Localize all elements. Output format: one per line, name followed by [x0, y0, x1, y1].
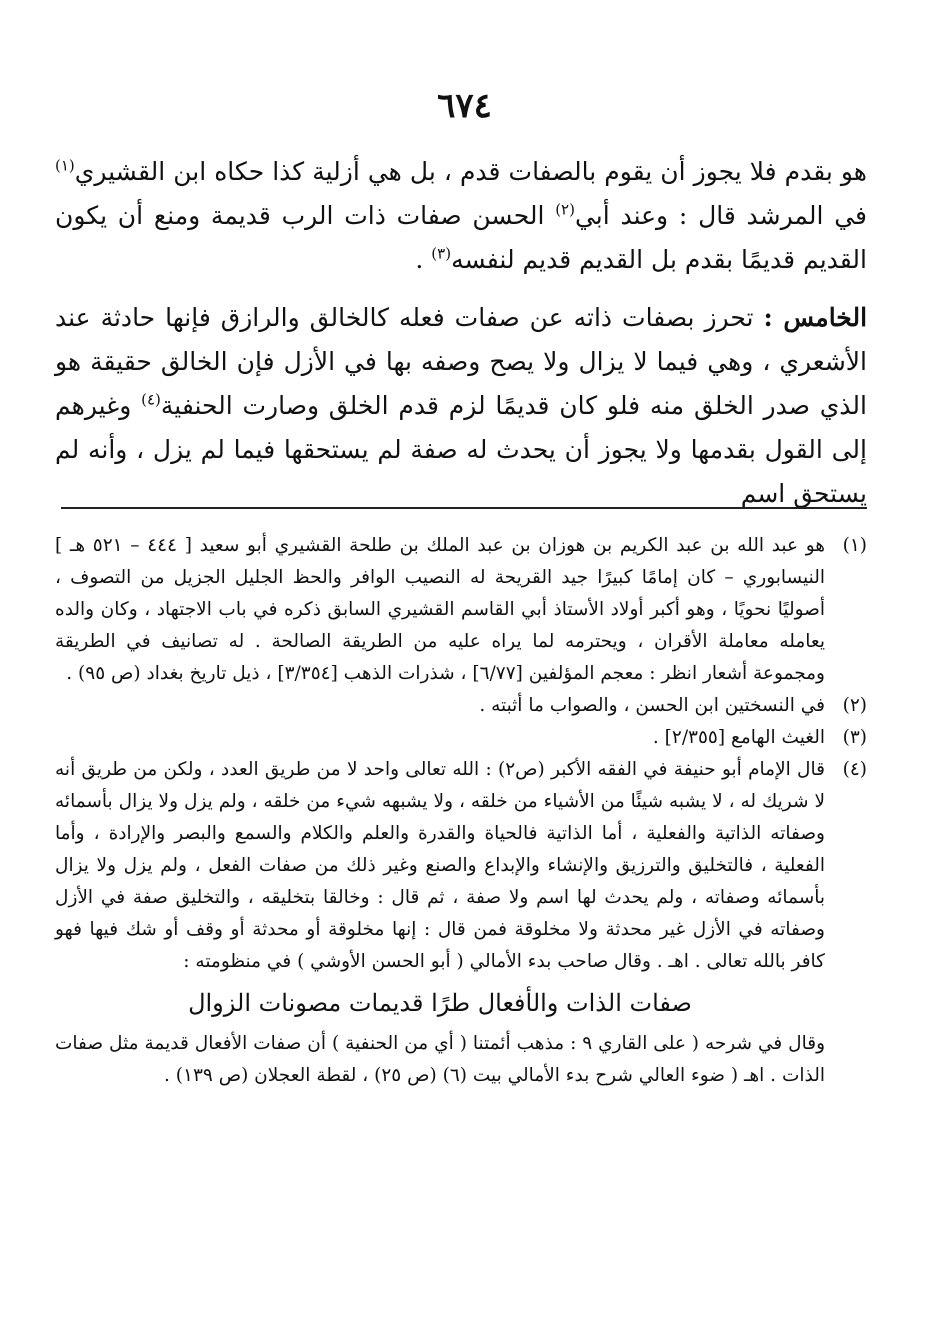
footnote-4-continuation: وقال في شرحه ( على القاري ٩ : مذهب أئمتنا ( أي من الحنفية ) أن صفات الأفعال قديمة مثل صفات الذات . اهـ ( ضوء العالي شرح بدء الأمالي بيت (٦) (ص ٢٥) ، لقطة العجلان (ص ١٣٩) . [55, 1033, 826, 1086]
footnote-2-text: في النسختين ابن الحسن ، والصواب ما أثبته . [479, 695, 825, 716]
footnote-4-body [55, 754, 825, 1092]
paragraph-2-segment-1: تحرز بصفات ذاته عن صفات فعله كالخالق والرازق فإنها حادثة عند الأشعري ، وهي فيما لا يزال ولا يصح وصفه بها في الأزل فإن الخالق حقيقة هو الذي صدر الخلق منه فلو كان قديمًا لزم قدم الخلق وصارت الحنفية [55, 303, 867, 420]
footnote-ref-3: (٣) [431, 244, 452, 263]
footnote-4-number: (٤) [842, 759, 867, 780]
paragraph-1-segment-3: الحسن صفات ذات الرب قديمة ومنع أن يكون القديم قديمًا بقدم بل القديم قديم لنفسه [55, 201, 867, 274]
paragraph-2-segment-2: وغيرهم إلى القول بقدمها ولا يجوز أن يحدث له صفة لم يستحقها فيما لم يزل ، وأنه لم يستحق اسم [55, 391, 867, 508]
footnote-2 [55, 690, 867, 722]
main-text [55, 150, 867, 516]
footnote-4-text: قال الإمام أبو حنيفة في الفقه الأكبر (ص٢) : الله تعالى واحد لا من طريق العدد ، ولكن من طريق أنه لا شريك له ، لا يشبه شيئًا من الأشياء من خلقه ، ولا يشبهه شيء من خلقه ، ولم يزل ولا يزال بأسمائه وصفاته الذاتية والفعلية ، أما الذاتية فالحياة والقدرة والعلم والكلام والسمع والبصر والإرادة ، وأما الفعلية ، فالتخليق والترزيق والإنشاء والإبداع والصنع وغير ذلك من صفات الفعل ، ولم يزل ولا يزال بأسمائه وصفاته ، ولم يحدث لها اسم ولا صفة ، ثم قال : وخالقا بتخليقه ، والتخليق صفة في الأزل وصفاته في الأزل غير محدثة ولا مخلوقة فمن قال : إنها مخلوقة أو محدثة أو وقف أو شك فيها فهو كافر بالله تعالى . اهـ . وقال صاحب بدء الأمالي ( أبو الحسن الأوشي ) في منظومته : [55, 759, 825, 972]
footnote-ref-1: (١) [55, 156, 75, 175]
footnote-2-number: (٢) [842, 695, 867, 716]
paragraph-1 [55, 150, 867, 282]
footnote-4 [55, 754, 867, 1092]
footnote-3-text: الغيث الهامع [٢/٣٥٥] . [652, 727, 825, 748]
footnote-3 [55, 722, 867, 754]
footnote-1 [55, 530, 867, 690]
paragraph-2 [55, 296, 867, 516]
paragraph-1-segment-2: في المرشد قال : وعند أبي [574, 201, 867, 230]
footnote-divider [61, 507, 867, 509]
paragraph-1-segment-1: هو بقدم فلا يجوز أن يقوم بالصفات قدم ، بل هي أزلية كذا حكاه ابن القشيري [74, 157, 867, 186]
footnote-1-text: هو عبد الله بن عبد الكريم بن هوزان بن عبد الملك بن طلحة القشيري أبو سعيد [ ٤٤٤ – ٥٢١ هـ ] النيسابوري – كان إمامًا كبيرًا جيد القريحة له النصيب الوافر والحظ الجليل الجزيل من التصوف ، أصوليًا نحويًا ، وهو أكبر أولاد الأستاذ أبي القاسم القشيري السابق ذكره في باب الاجتهاد ، وكان والده يعامله معاملة الأقران ، ويحترمه لما يراه عليه من الطريقة الصالحة . له تصانيف في الطريقة ومجموعة أشعار انظر : معجم المؤلفين [٦/٧٧] ، شذرات الذهب [٣/٣٥٤] ، ذيل تاريخ بغداد (ص ٩٥) . [55, 535, 826, 684]
page-number: ٦٧٤ [437, 86, 492, 126]
paragraph-1-segment-4: . [415, 245, 432, 274]
footnotes [55, 530, 867, 1092]
footnote-ref-4: (٤) [141, 390, 161, 409]
paragraph-2-lead: الخامس : [763, 303, 868, 332]
footnote-3-number: (٣) [842, 727, 867, 748]
poem-verse: صفات الذات والأفعال طرًا قديمات مصونات الزوال [188, 989, 692, 1017]
footnote-1-number: (١) [842, 535, 867, 556]
footnote-ref-2: (٢) [555, 200, 575, 219]
